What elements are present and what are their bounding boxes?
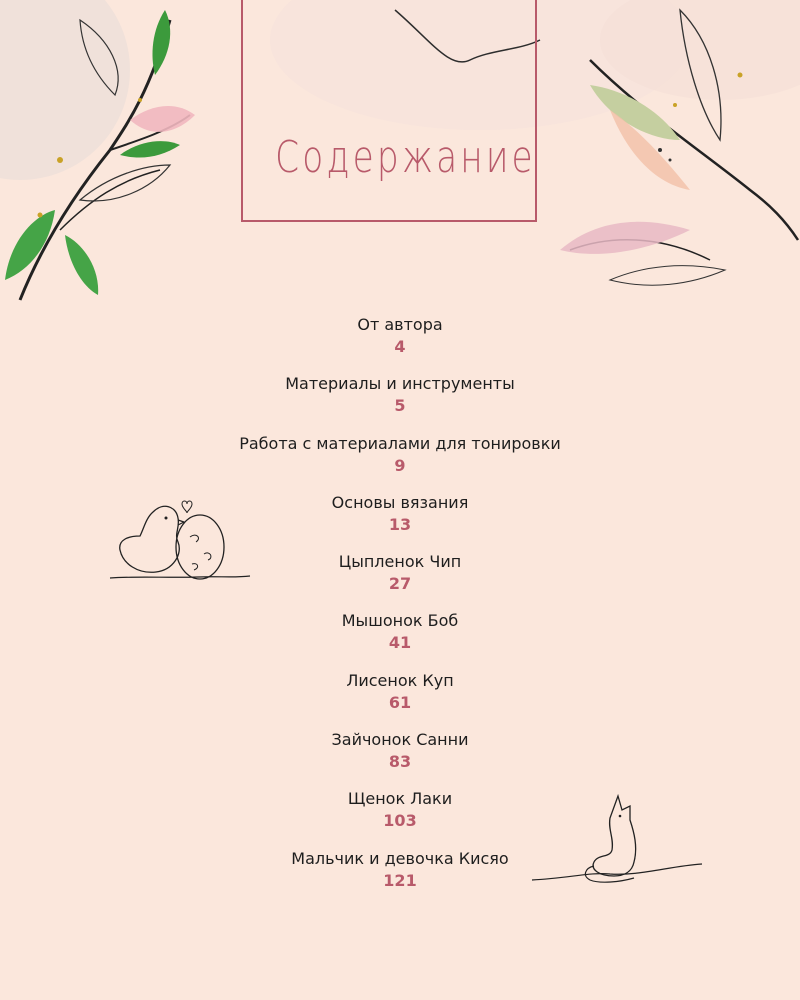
title-frame — [241, 0, 537, 222]
toc-entry[interactable] — [0, 670, 800, 729]
toc-entry-page: 5 — [394, 396, 406, 416]
toc-entry-title: Лисенок Куп — [346, 670, 454, 690]
chick-and-egg-icon — [108, 492, 258, 592]
toc-entry-page: 9 — [394, 455, 406, 475]
toc-entry-title: Зайчонок Санни — [331, 730, 469, 750]
page-title: Содержание — [275, 132, 536, 183]
toc-entry-page: 61 — [388, 692, 412, 712]
toc-entry-page: 13 — [388, 514, 412, 534]
toc-entry-page: 4 — [394, 337, 406, 356]
toc-entry-page: 83 — [388, 752, 412, 772]
toc-entry-page: 121 — [383, 870, 417, 890]
toc-entry-page: 27 — [388, 574, 412, 594]
toc-entry[interactable] — [0, 373, 800, 432]
leaves-branch-left-icon — [0, 0, 230, 310]
toc-entry[interactable] — [0, 433, 800, 492]
toc-entry-title: Мальчик и девочка Кисяо — [291, 848, 509, 868]
toc-entry-title: Основы вязания — [331, 492, 469, 512]
toc-entry-title: От автора — [357, 315, 443, 334]
leaves-branch-right-icon — [550, 0, 800, 330]
toc-entry[interactable] — [0, 610, 800, 669]
toc-entry-page: 41 — [388, 633, 412, 653]
toc-entry-title: Материалы и инструменты — [285, 374, 515, 394]
toc-entry-title: Работа с материалами для тонировки — [239, 433, 561, 453]
fox-icon — [530, 792, 705, 892]
toc-entry-title: Мышонок Боб — [341, 611, 459, 631]
toc-entry-page: 103 — [383, 811, 417, 831]
toc-entry[interactable] — [0, 314, 800, 373]
toc-entry[interactable] — [0, 729, 800, 788]
toc-entry-title: Щенок Лаки — [347, 789, 453, 809]
toc-entry-title: Цыпленок Чип — [338, 552, 462, 572]
